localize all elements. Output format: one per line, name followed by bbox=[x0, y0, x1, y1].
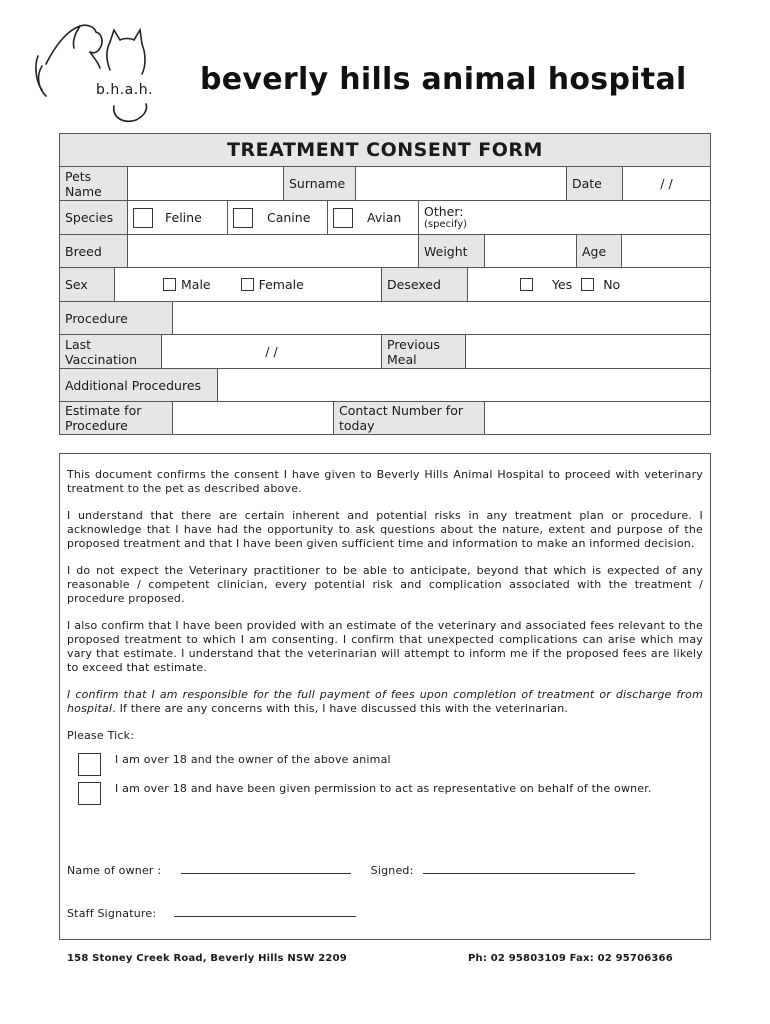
consent-paragraph-4: I also confirm that I have been provided with an estimate of the veterinary and associated fees relevant to the proposed treatment to which I am consenting. I confirm that unexpected complications can arise which may vary that estimate. I understand that the veterinarian will attempt to inform me if the proposed fees are likely to exceed that estimate. bbox=[67, 619, 703, 674]
yes-label: Yes bbox=[552, 277, 573, 292]
weight-label: Weight bbox=[418, 235, 484, 267]
row-pet-name bbox=[60, 166, 710, 200]
row-estimate bbox=[60, 401, 710, 434]
staff-signature-row bbox=[67, 907, 356, 921]
additional-procedures-label: Additional Procedures bbox=[60, 369, 217, 401]
estimate-field[interactable] bbox=[172, 402, 333, 434]
other-label: Other: bbox=[424, 203, 464, 219]
no-checkbox[interactable] bbox=[581, 278, 594, 291]
consent-section bbox=[59, 453, 711, 940]
last-vaccination-label: Last Vaccination bbox=[60, 335, 161, 368]
male-label: Male bbox=[181, 277, 211, 292]
owner-statement: I am over 18 and the owner of the above animal bbox=[115, 752, 391, 766]
desexed-options bbox=[467, 268, 710, 301]
male-checkbox[interactable] bbox=[163, 278, 176, 291]
specify-label: (specify) bbox=[424, 218, 468, 230]
row-species bbox=[60, 200, 710, 234]
estimate-label: Estimate for Procedure bbox=[60, 402, 172, 434]
previous-meal-label: Previous Meal bbox=[381, 335, 465, 368]
consent-paragraph-2: I understand that there are certain inherent and potential risks in any treatment plan or procedure. I acknowledge that I have had the opportunity to ask questions about the nature, extent and purpose of the proposed treatment and that I have been given sufficient time and information to make an informed decision. bbox=[67, 509, 703, 550]
sex-label: Sex bbox=[60, 268, 114, 301]
staff-signature-label: Staff Signature: bbox=[67, 907, 157, 920]
last-vaccination-field[interactable]: / / bbox=[161, 335, 381, 368]
procedure-field[interactable] bbox=[172, 302, 710, 334]
consent-paragraph-3: I do not expect the Veterinary practitioner to be able to anticipate, beyond that which is expected of any reasonable / competent clinician, every potential risk and complication associated with the treatment / procedure proposed. bbox=[67, 564, 703, 605]
tick-owner-row bbox=[78, 753, 703, 776]
treatment-form bbox=[59, 133, 711, 435]
contact-number-field[interactable] bbox=[484, 402, 710, 434]
name-of-owner-line[interactable] bbox=[181, 873, 351, 874]
staff-signature-line[interactable] bbox=[174, 916, 356, 917]
contact-number-label: Contact Number for today bbox=[333, 402, 484, 434]
desexed-label: Desexed bbox=[381, 268, 467, 301]
yes-checkbox[interactable] bbox=[520, 278, 533, 291]
clinic-logo bbox=[28, 14, 178, 126]
surname-field[interactable] bbox=[355, 167, 566, 200]
canine-label: Canine bbox=[267, 210, 311, 225]
clinic-name: beverly hills animal hospital bbox=[200, 62, 687, 97]
pets-name-label: Pets Name bbox=[60, 167, 127, 200]
breed-label: Breed bbox=[60, 235, 127, 267]
avian-checkbox[interactable] bbox=[333, 208, 353, 228]
owner-checkbox[interactable] bbox=[78, 753, 101, 776]
clinic-phone-fax: Ph: 02 95803109 Fax: 02 95706366 bbox=[468, 953, 673, 964]
previous-meal-field[interactable] bbox=[465, 335, 710, 368]
signed-label: Signed: bbox=[370, 864, 414, 877]
consent-paragraph-5 bbox=[67, 688, 703, 716]
additional-procedures-field[interactable] bbox=[217, 369, 710, 401]
species-label: Species bbox=[60, 201, 127, 234]
age-field[interactable] bbox=[621, 235, 710, 267]
representative-statement: I am over 18 and have been given permission to act as representative on behalf of the owner. bbox=[115, 781, 652, 795]
date-label: Date bbox=[566, 167, 622, 200]
clinic-address: 158 Stoney Creek Road, Beverly Hills NSW 2209 bbox=[67, 953, 347, 964]
date-field[interactable]: / / bbox=[622, 167, 710, 200]
species-other[interactable] bbox=[418, 201, 710, 234]
form-title: TREATMENT CONSENT FORM bbox=[227, 139, 543, 161]
species-avian[interactable] bbox=[327, 201, 418, 234]
procedure-label: Procedure bbox=[60, 302, 172, 334]
logo-text: b.h.a.h. bbox=[96, 82, 154, 98]
avian-label: Avian bbox=[367, 210, 402, 225]
name-of-owner-label: Name of owner : bbox=[67, 864, 162, 877]
female-checkbox[interactable] bbox=[241, 278, 254, 291]
canine-checkbox[interactable] bbox=[233, 208, 253, 228]
breed-field[interactable] bbox=[127, 235, 418, 267]
consent-paragraph-1: This document confirms the consent I have given to Beverly Hills Animal Hospital to proceed with veterinary treatment to the pet as described above. bbox=[67, 468, 703, 495]
surname-label: Surname bbox=[283, 167, 355, 200]
age-label: Age bbox=[576, 235, 621, 267]
species-feline[interactable] bbox=[127, 201, 227, 234]
owner-signature-row bbox=[67, 864, 635, 878]
form-title-row bbox=[60, 134, 710, 166]
row-sex bbox=[60, 267, 710, 301]
payment-concerns: . If there are any concerns with this, I have discussed this with the veterinarian. bbox=[112, 702, 569, 715]
pets-name-field[interactable] bbox=[127, 167, 283, 200]
species-canine[interactable] bbox=[227, 201, 327, 234]
row-breed bbox=[60, 234, 710, 267]
row-additional bbox=[60, 368, 710, 401]
weight-field[interactable] bbox=[484, 235, 576, 267]
signed-line[interactable] bbox=[423, 873, 635, 874]
representative-checkbox[interactable] bbox=[78, 782, 101, 805]
tick-representative-row bbox=[78, 782, 703, 805]
feline-checkbox[interactable] bbox=[133, 208, 153, 228]
please-tick-label: Please Tick: bbox=[67, 729, 135, 742]
female-label: Female bbox=[258, 277, 304, 292]
payment-responsibility: I confirm that I am responsible for the full payment of fees upon completion of treatment or discharge from hospital bbox=[67, 688, 703, 715]
row-vaccination bbox=[60, 334, 710, 368]
row-procedure bbox=[60, 301, 710, 334]
feline-label: Feline bbox=[165, 210, 202, 225]
no-label: No bbox=[603, 277, 621, 292]
sex-options bbox=[114, 268, 381, 301]
